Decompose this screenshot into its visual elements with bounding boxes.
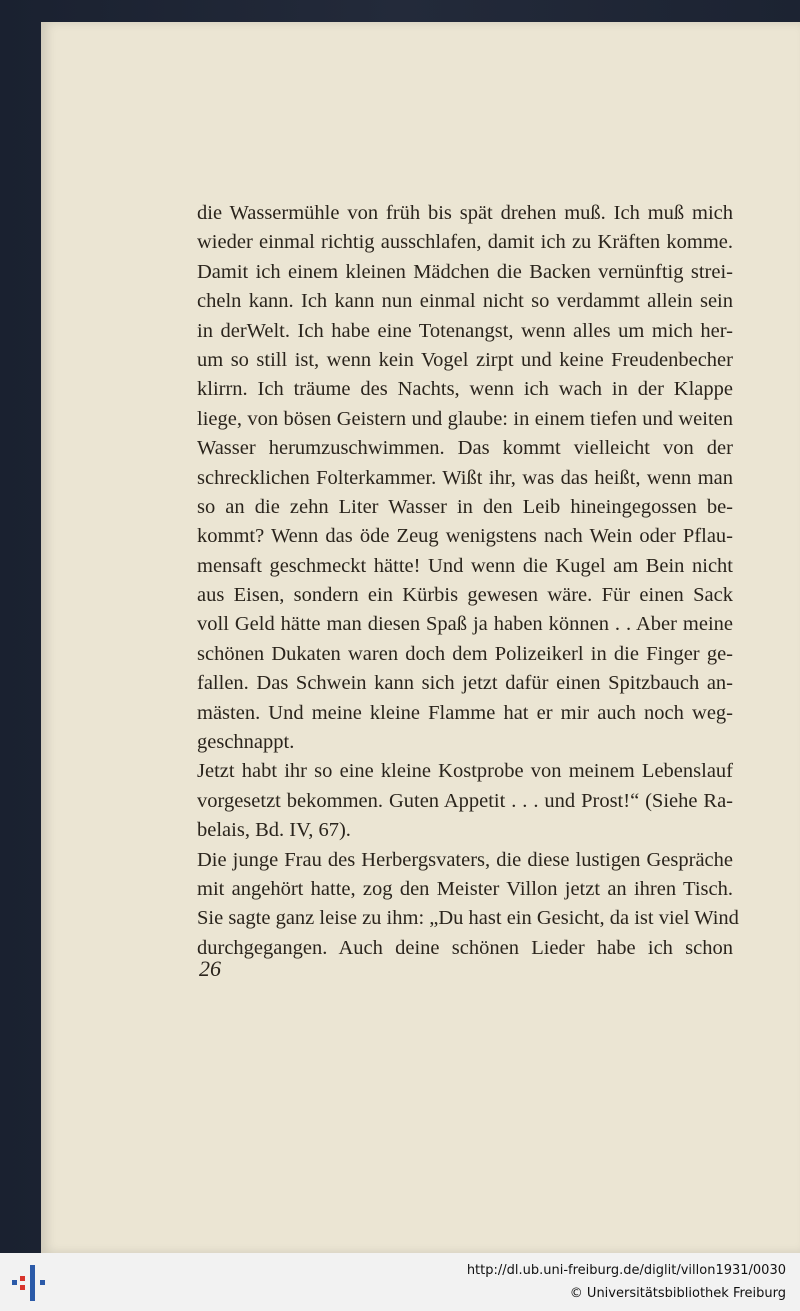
text-line: wieder einmal richtig ausschlafen, damit ich zu Kräften komme. bbox=[197, 231, 733, 254]
page-text bbox=[197, 199, 739, 963]
text-line: Damit ich einem kleinen Mädchen die Backen vernünftig strei- bbox=[197, 260, 733, 283]
text-line: kommt? Wenn das öde Zeug wenigstens nach Wein oder Pflau- bbox=[197, 525, 733, 548]
text-line: mensaft geschmeckt hätte! Und wenn die Kugel am Bein nicht bbox=[197, 554, 733, 577]
text-line: klirrn. Ich träume des Nachts, wenn ich wach in der Klappe bbox=[197, 378, 733, 401]
text-line: Wasser herumzuschwimmen. Das kommt vielleicht von der bbox=[197, 437, 733, 460]
copyright-notice: © Universitätsbibliothek Freiburg bbox=[569, 1286, 786, 1301]
text-line: aus Eisen, sondern ein Kürbis gewesen wäre. Für einen Sack bbox=[197, 584, 733, 607]
text-line: Sie sagte ganz leise zu ihm: „Du hast ein Gesicht, da ist viel Wind bbox=[197, 907, 739, 930]
text-line: schrecklichen Folterkammer. Wißt ihr, was das heißt, wenn man bbox=[197, 466, 733, 489]
text-line: Jetzt habt ihr so eine kleine Kostprobe von meinem Lebenslauf bbox=[197, 760, 733, 783]
text-line: fallen. Das Schwein kann sich jetzt dafür einen Spitzbauch an- bbox=[197, 672, 733, 695]
text-line: belais, Bd. IV, 67). bbox=[197, 819, 351, 842]
text-line: so an die zehn Liter Wasser in den Leib hineingegossen be- bbox=[197, 495, 733, 518]
text-line: cheln kann. Ich kann nun einmal nicht so verdammt allein sein bbox=[197, 290, 733, 313]
text-line: um so still ist, wenn kein Vogel zirpt und keine Freudenbecher bbox=[197, 348, 733, 371]
text-line: mästen. Und meine kleine Flamme hat er mir auch noch weg- bbox=[197, 701, 733, 724]
text-line: durchgegangen. Auch deine schönen Lieder habe ich schon bbox=[197, 936, 733, 959]
text-line: die Wassermühle von früh bis spät drehen muß. Ich muß mich bbox=[197, 202, 733, 224]
text-line: in derWelt. Ich habe eine Totenangst, wenn alles um mich her- bbox=[197, 319, 733, 342]
ub-freiburg-logo-icon bbox=[10, 1263, 50, 1303]
text-line: voll Geld hätte man diesen Spaß ja haben können . . Aber meine bbox=[197, 613, 733, 636]
permalink-url[interactable]: http://dl.ub.uni-freiburg.de/diglit/villon1931/0030 bbox=[466, 1263, 786, 1278]
text-line: schönen Dukaten waren doch dem Polizeikerl in die Finger ge- bbox=[197, 642, 733, 665]
text-line: liege, von bösen Geistern und glaube: in einem tiefen und weiten bbox=[197, 407, 733, 430]
text-line: geschnappt. bbox=[197, 731, 295, 754]
page-number: 26 bbox=[199, 956, 221, 981]
viewer-footer bbox=[0, 1253, 800, 1311]
text-line: vorgesetzt bekommen. Guten Appetit . . . und Prost!“ (Siehe Ra- bbox=[197, 789, 733, 812]
text-line: mit angehört hatte, zog den Meister Villon jetzt an ihren Tisch. bbox=[197, 877, 733, 900]
text-line: Die junge Frau des Herbergsvaters, die diese lustigen Gespräche bbox=[197, 848, 733, 871]
